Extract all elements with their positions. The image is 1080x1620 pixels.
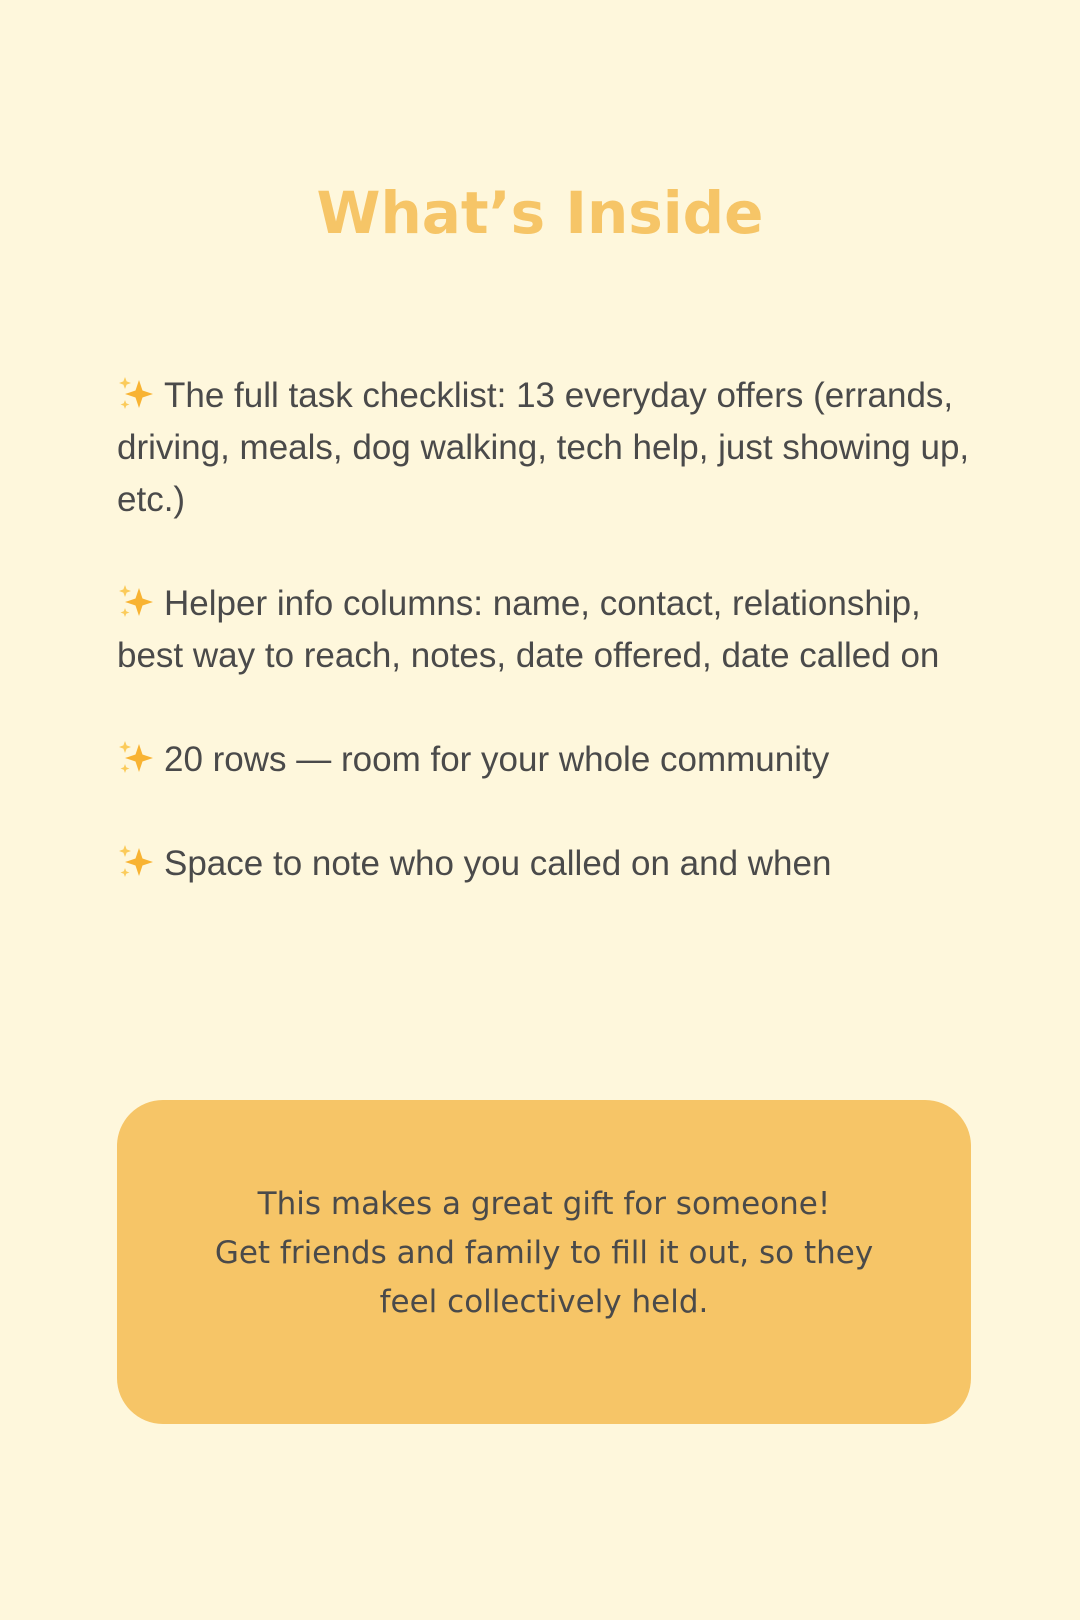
- sparkles-icon: [117, 376, 155, 412]
- feature-text: Space to note who you called on and when: [164, 844, 832, 883]
- feature-text: Helper info columns: name, contact, relationship, best way to reach, notes, date offered, date called on: [117, 584, 940, 675]
- callout-line: feel collectively held.: [379, 1284, 709, 1320]
- gift-callout: [117, 1100, 971, 1424]
- feature-text: The full task checklist: 13 everyday offers (errands, driving, meals, dog walking, tech help, just showing up, etc.): [117, 376, 970, 519]
- feature-item: [117, 370, 977, 526]
- callout-line: Get friends and family to fill it out, so they: [214, 1235, 874, 1271]
- feature-item: [117, 838, 977, 890]
- sparkles-icon: [117, 584, 155, 620]
- page-title: What’s Inside: [316, 179, 764, 247]
- feature-text: 20 rows — room for your whole community: [164, 740, 830, 779]
- feature-list: [117, 370, 977, 942]
- feature-item: [117, 578, 977, 682]
- sparkles-icon: [117, 844, 155, 880]
- feature-item: [117, 734, 977, 786]
- sparkles-icon: [117, 740, 155, 776]
- callout-line: This makes a great gift for someone!: [257, 1186, 831, 1222]
